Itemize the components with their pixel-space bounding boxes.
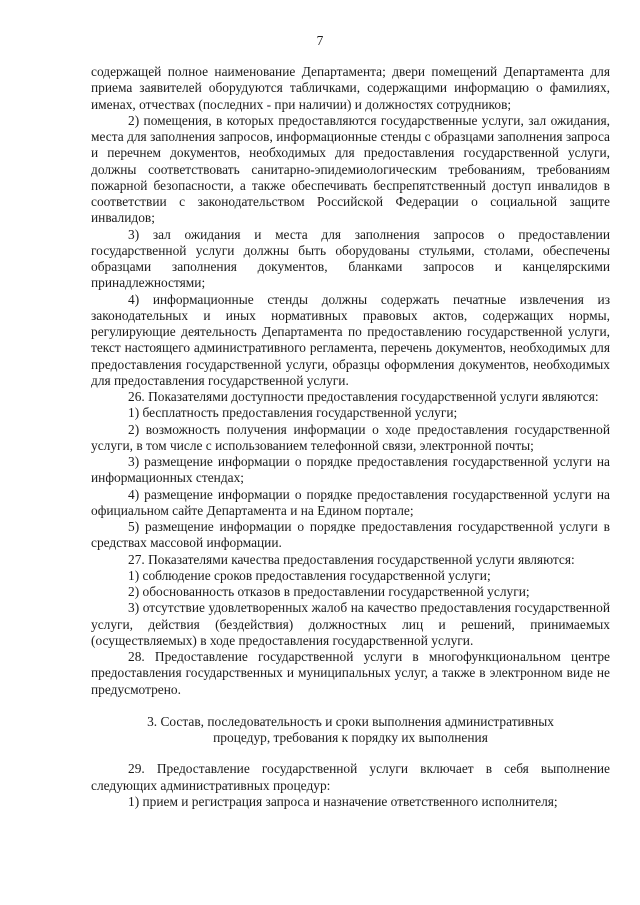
paragraph-29-procedures: 29. Предоставление государственной услуги включает в себя выполнение следующих административных процедур: — [91, 761, 610, 793]
section-heading — [91, 714, 610, 747]
paragraph-26-item-5: 5) размещение информации о порядке предоставления государственной услуги в средствах массовой информации. — [91, 519, 610, 551]
paragraph-27-item-2: 2) обоснованность отказов в предоставлении государственной услуги; — [128, 584, 530, 599]
section-heading-line-2: процедур, требования к порядку их выполнения — [213, 730, 488, 745]
section-heading-line-1: 3. Состав, последовательность и сроки выполнения административных — [147, 713, 554, 729]
paragraph-29-item-1: 1) прием и регистрация запроса и назначение ответственного исполнителя; — [128, 793, 558, 809]
page-number: 7 — [316, 33, 324, 48]
paragraph-26-item-2: 2) возможность получения информации о ходе предоставления государственной услуги, в том числе с использованием телефонной связи, электронной почты; — [91, 421, 610, 453]
paragraph-item-2-premises: 2) помещения, в которых предоставляются государственные услуги, зал ожидания, места для заполнения запросов, информационные стенды с образцами заполнения запроса и перечнем документов, необходимых для предоставления государственной услуги, должны соответствовать санитарно-эпидемиологическим требованиям, требованиям пожарной безопасности, а также обеспечивать беспрепятственный доступ инвалидов в соответствии с законодательством Российской Федерации о социальной защите инвалидов; — [91, 112, 610, 226]
paragraph-28-mfc: 28. Предоставление государственной услуги в многофункциональном центре предоставления государственных и муниципальных услуг, а также в электронном виде не предусмотрено. — [91, 649, 610, 697]
paragraph-continuation: содержащей полное наименование Департамента; двери помещений Департамента для приема заявителей оборудуются табличками, содержащими информацию о фамилиях, именах, отчествах (последних - при наличии) и должностях сотрудников; — [91, 64, 610, 112]
paragraph-item-3-waiting-hall: 3) зал ожидания и места для заполнения запросов о предоставлении государственной услуги должны быть оборудованы стульями, столами, обеспечены образцами заполнения документов, бланками запросов и канцелярскими принадлежностями; — [91, 226, 610, 291]
paragraph-27-item-1: 1) соблюдение сроков предоставления государственной услуги; — [128, 567, 491, 583]
paragraph-26-item-1: 1) бесплатность предоставления государственной услуги; — [128, 405, 458, 421]
paragraph-27-item-3: 3) отсутствие удовлетворенных жалоб на качество предоставления государственной услуги, действия (бездействия) должностных лиц и решений, принимаемых (осуществляемых) в ходе предоставления государственной услуги. — [91, 600, 610, 648]
paragraph-26-item-4: 4) размещение информации о порядке предоставления государственной услуги на официальном сайте Департамента и на Едином портале; — [91, 486, 610, 518]
paragraph-26-accessibility: 26. Показателями доступности предоставления государственной услуги являются: — [128, 389, 599, 404]
paragraph-item-4-info-stands: 4) информационные стенды должны содержать печатные извлечения из законодательных и иных нормативных правовых актов, содержащих нормы, регулирующие деятельность Департамента по предоставлению государственной услуги, текст настоящего административного регламента, перечень документов, необходимых для предоставления государственной услуги, образцы оформления документов, необходимых для предоставления государственной услуги. — [91, 291, 610, 388]
paragraph-27-quality: 27. Показателями качества предоставления государственной услуги являются: — [128, 551, 575, 567]
paragraph-26-item-3: 3) размещение информации о порядке предоставления государственной услуги на информационных стендах; — [91, 454, 610, 486]
document-body — [91, 64, 610, 810]
